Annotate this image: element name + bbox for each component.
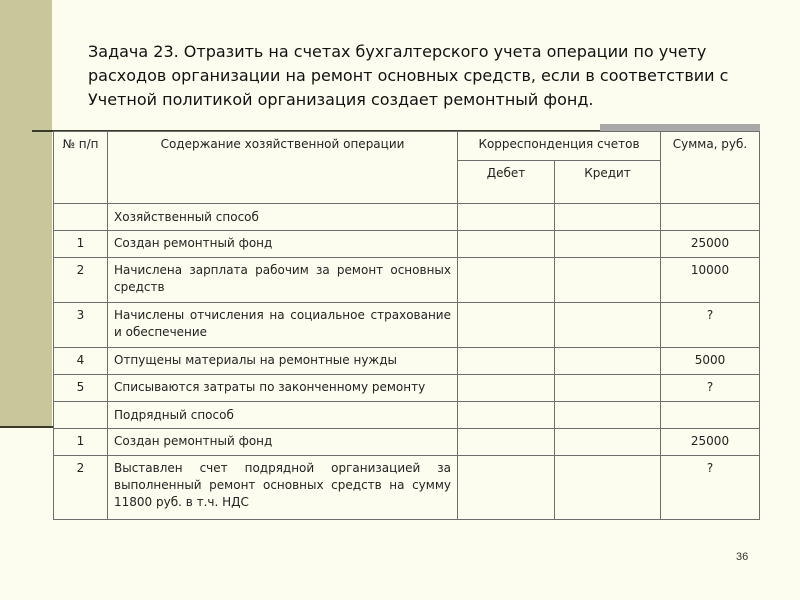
table-row <box>54 231 760 258</box>
table-row <box>54 303 760 348</box>
row-sum: 5000 <box>661 348 760 375</box>
header-credit: Кредит <box>555 161 661 204</box>
sidebar-underline <box>0 426 54 428</box>
operations-table <box>53 131 760 520</box>
table-row <box>54 348 760 375</box>
section-title: Подрядный способ <box>108 402 458 429</box>
row-sum: 25000 <box>661 429 760 456</box>
table-row <box>54 258 760 303</box>
row-num: 5 <box>54 375 108 402</box>
row-num: 4 <box>54 348 108 375</box>
table-header-row <box>54 132 760 161</box>
row-text: Начислена зарплата рабочим за ремонт основных средств <box>108 258 458 303</box>
row-sum: ? <box>661 375 760 402</box>
table-row <box>54 456 760 520</box>
header-content: Содержание хозяйственной операции <box>108 132 458 204</box>
row-num: 2 <box>54 258 108 303</box>
row-num: 2 <box>54 456 108 520</box>
section-row <box>54 402 760 429</box>
row-text: Создан ремонтный фонд <box>108 429 458 456</box>
row-num: 1 <box>54 231 108 258</box>
header-debit: Дебет <box>458 161 555 204</box>
row-num: 1 <box>54 429 108 456</box>
row-text: Создан ремонтный фонд <box>108 231 458 258</box>
row-text: Отпущены материалы на ремонтные нужды <box>108 348 458 375</box>
decorative-sidebar <box>0 0 52 426</box>
row-sum: 10000 <box>661 258 760 303</box>
section-row <box>54 204 760 231</box>
table-row <box>54 375 760 402</box>
header-num: № п/п <box>54 132 108 204</box>
row-sum: ? <box>661 303 760 348</box>
row-text: Выставлен счет подрядной организацией за выполненный ремонт основных средств на сумму 11800 руб. в т.ч. НДС <box>108 456 458 520</box>
page-number: 36 <box>736 551 749 563</box>
row-num: 3 <box>54 303 108 348</box>
row-text: Начислены отчисления на социальное страхование и обеспечение <box>108 303 458 348</box>
header-sum: Сумма, руб. <box>661 132 760 204</box>
table-row <box>54 429 760 456</box>
header-correspondence: Корреспонденция счетов <box>458 132 661 161</box>
row-sum: ? <box>661 456 760 520</box>
page-title: Задача 23. Отразить на счетах бухгалтерского учета операции по учету расходов организации на ремонт основных средств, если в соответствии с Учетной политикой организация создает ремонтный фонд. <box>88 42 729 109</box>
row-sum: 25000 <box>661 231 760 258</box>
section-title: Хозяйственный способ <box>108 204 458 231</box>
row-text: Списываются затраты по законченному ремонту <box>108 375 458 402</box>
